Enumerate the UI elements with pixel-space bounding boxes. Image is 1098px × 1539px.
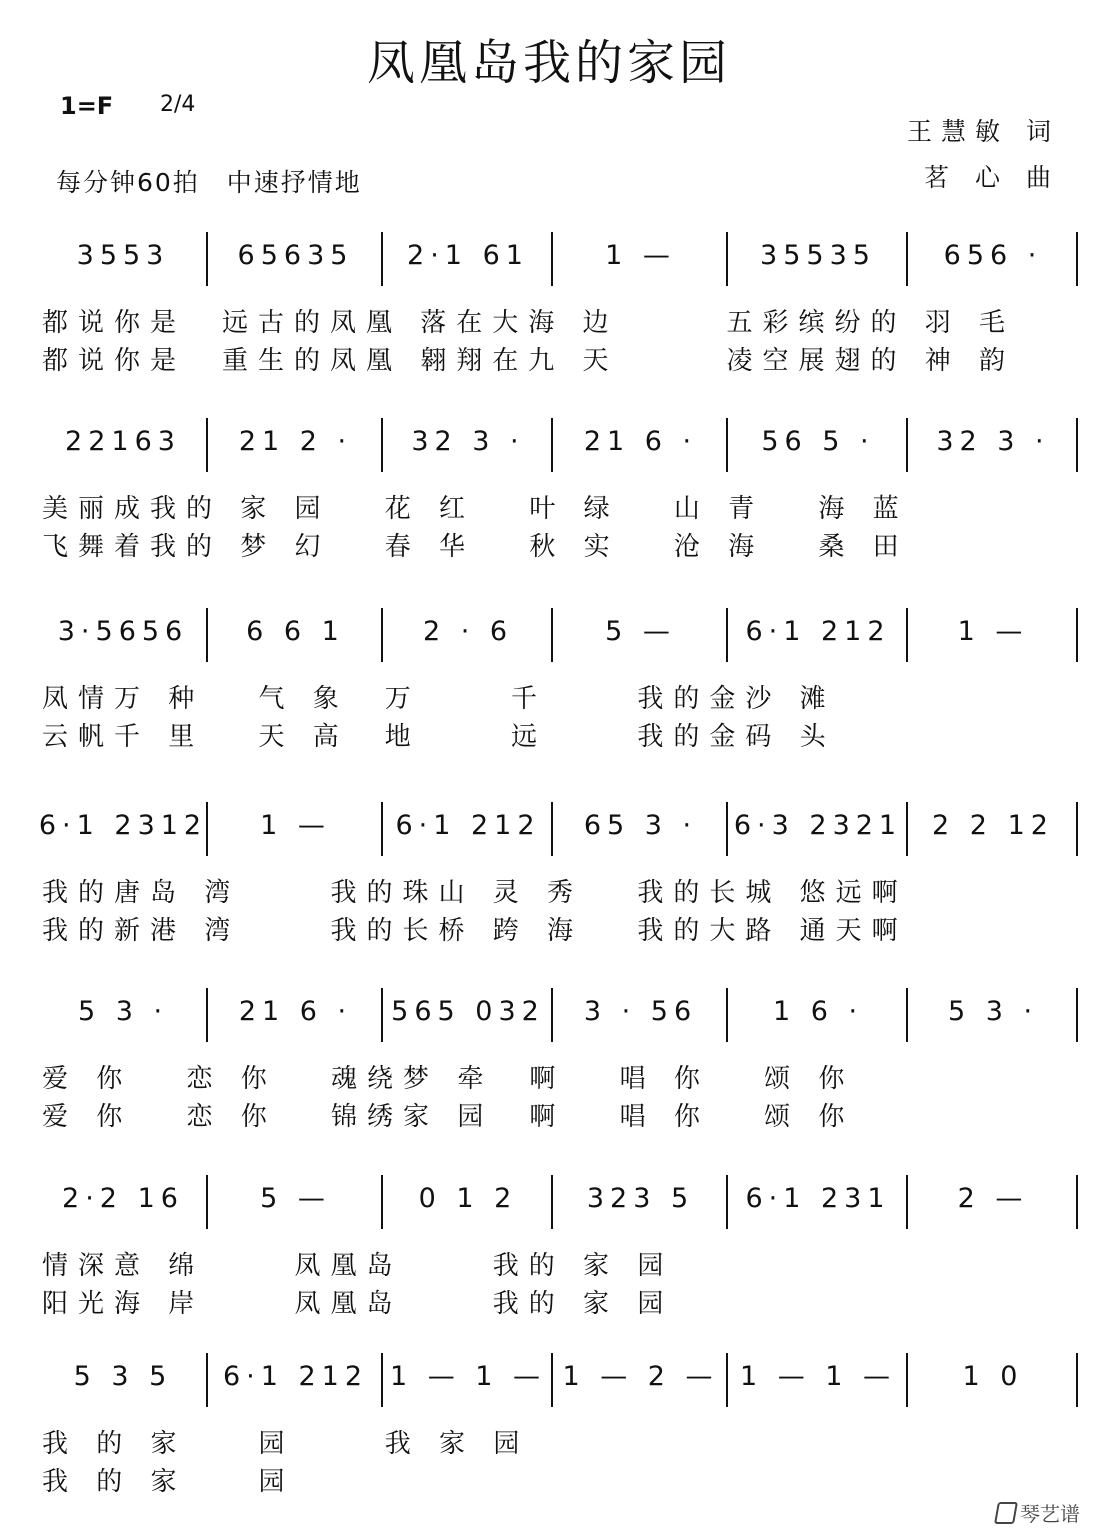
measure: 35535: [760, 240, 876, 271]
notes-row: [38, 222, 1078, 302]
composer-credit: 茗 心 曲: [924, 163, 1060, 192]
lyric-line-1: 都说你是 远古的凤凰 落在大海 边 五彩缤纷的 羽 毛: [42, 308, 1016, 338]
key-signature: 1=F: [60, 92, 114, 120]
watermark-text: 琴艺谱: [1020, 1502, 1080, 1526]
score-system: [38, 792, 1078, 948]
lyric-line-1: 爱 你 恋 你 魂绕梦 牵 啊 唱 你 颂 你: [42, 1064, 855, 1094]
lyricist-credit: 王慧敏 词: [907, 117, 1060, 146]
measure: 323 5: [586, 1183, 695, 1214]
measure: 3·5656: [57, 616, 189, 647]
measure: 22163: [65, 426, 181, 457]
measure: 56 5 ·: [761, 426, 875, 457]
measure: 3 · 56: [583, 996, 698, 1027]
barline: [1076, 232, 1078, 286]
song-title: 凤凰岛我的家园: [366, 35, 731, 91]
lyric-line-2: 我 的 家 园: [42, 1467, 295, 1497]
measure: 2·2 16: [62, 1183, 184, 1214]
measure: 2 · 6: [422, 616, 514, 647]
notes-row: [38, 598, 1078, 678]
measure: 565 032: [391, 996, 545, 1027]
barline: [1076, 988, 1078, 1042]
measure: 1 —: [605, 240, 676, 271]
measure: 21 6 ·: [583, 426, 698, 457]
score-system: [38, 978, 1078, 1134]
barline: [1076, 608, 1078, 662]
measure: 5 —: [260, 1183, 331, 1214]
score-system: [38, 598, 1078, 754]
lyric-line-1: 我 的 家 园 我 家 园: [42, 1429, 530, 1459]
measure: 1 — 1 —: [389, 1361, 547, 1392]
measure: 32 3 ·: [411, 426, 525, 457]
measure: 1 — 2 —: [562, 1361, 719, 1392]
score-system: [38, 1343, 1078, 1499]
measure: 6 6 1: [246, 616, 345, 647]
measure: 65635: [237, 240, 354, 271]
measure: 6·1 2312: [38, 810, 208, 841]
measure: 2·1 61: [407, 240, 529, 271]
score-system: [38, 222, 1078, 378]
notes-row: [38, 792, 1078, 872]
notes-row: [38, 1165, 1078, 1245]
measure: 5 —: [605, 616, 676, 647]
measure: 6·1 212: [222, 1361, 369, 1392]
measure: 21 6 ·: [238, 996, 353, 1027]
notes-row: [38, 1343, 1078, 1423]
measure: 6·1 231: [745, 1183, 891, 1214]
measure: 0 1 2: [418, 1183, 518, 1214]
measure: 1 —: [957, 616, 1029, 647]
measure: 3553: [76, 240, 170, 271]
tempo-marking: 每分钟60拍 中速抒情地: [56, 168, 362, 197]
notes-row: [38, 408, 1078, 488]
measure: 2 —: [957, 1183, 1029, 1214]
measure: 5 3 5: [73, 1361, 173, 1392]
measure: 1 0: [962, 1361, 1024, 1392]
measure: 6·1 212: [395, 810, 541, 841]
measure: 65 3 ·: [583, 810, 698, 841]
barline: [1076, 802, 1078, 856]
measure: 5 3 ·: [77, 996, 169, 1027]
watermark: [996, 1498, 1080, 1527]
barline: [1076, 1175, 1078, 1229]
lyric-line-2: 飞舞着我的 梦 幻 春 华 秋 实 沧 海 桑 田: [42, 532, 909, 562]
lyric-line-1: 凤情万 种 气 象 万 千 我的金沙 滩: [42, 684, 836, 714]
measure: 5 3 ·: [947, 996, 1039, 1027]
measure: 21 2 ·: [238, 426, 353, 457]
lyric-line-2: 我的新港 湾 我的长桥 跨 海 我的大路 通天啊: [42, 916, 908, 946]
barline: [1076, 418, 1078, 472]
time-signature: 2/4: [160, 92, 196, 117]
lyric-line-2: 爱 你 恋 你 锦绣家 园 啊 唱 你 颂 你: [42, 1102, 855, 1132]
notes-row: [38, 978, 1078, 1058]
score-system: [38, 408, 1078, 564]
measure: 1 —: [260, 810, 331, 841]
lyric-line-1: 我的唐岛 湾 我的珠山 灵 秀 我的长城 悠远啊: [42, 878, 908, 908]
lyric-line-2: 云帆千 里 天 高 地 远 我的金码 头: [42, 722, 836, 752]
measure: 6·1 212: [745, 616, 891, 647]
measure: 1 — 1 —: [739, 1361, 897, 1392]
logo-icon: [994, 1502, 1018, 1524]
measure: 1 6 ·: [772, 996, 864, 1027]
measure: 656 ·: [943, 240, 1043, 271]
score-system: [38, 1165, 1078, 1321]
lyric-line-1: 美丽成我的 家 园 花 红 叶 绿 山 青 海 蓝: [42, 494, 909, 524]
lyric-line-1: 情深意 绵 凤凰岛 我的 家 园: [42, 1251, 674, 1281]
barline: [1076, 1353, 1078, 1407]
measure: 6·3 2321: [733, 810, 903, 841]
lyric-line-2: 都说你是 重生的凤凰 翱翔在九 天 凌空展翅的 神 韵: [42, 346, 1016, 376]
measure: 32 3 ·: [936, 426, 1050, 457]
lyric-line-2: 阳光海 岸 凤凰岛 我的 家 园: [42, 1289, 674, 1319]
measure: 2 2 12: [932, 810, 1054, 841]
